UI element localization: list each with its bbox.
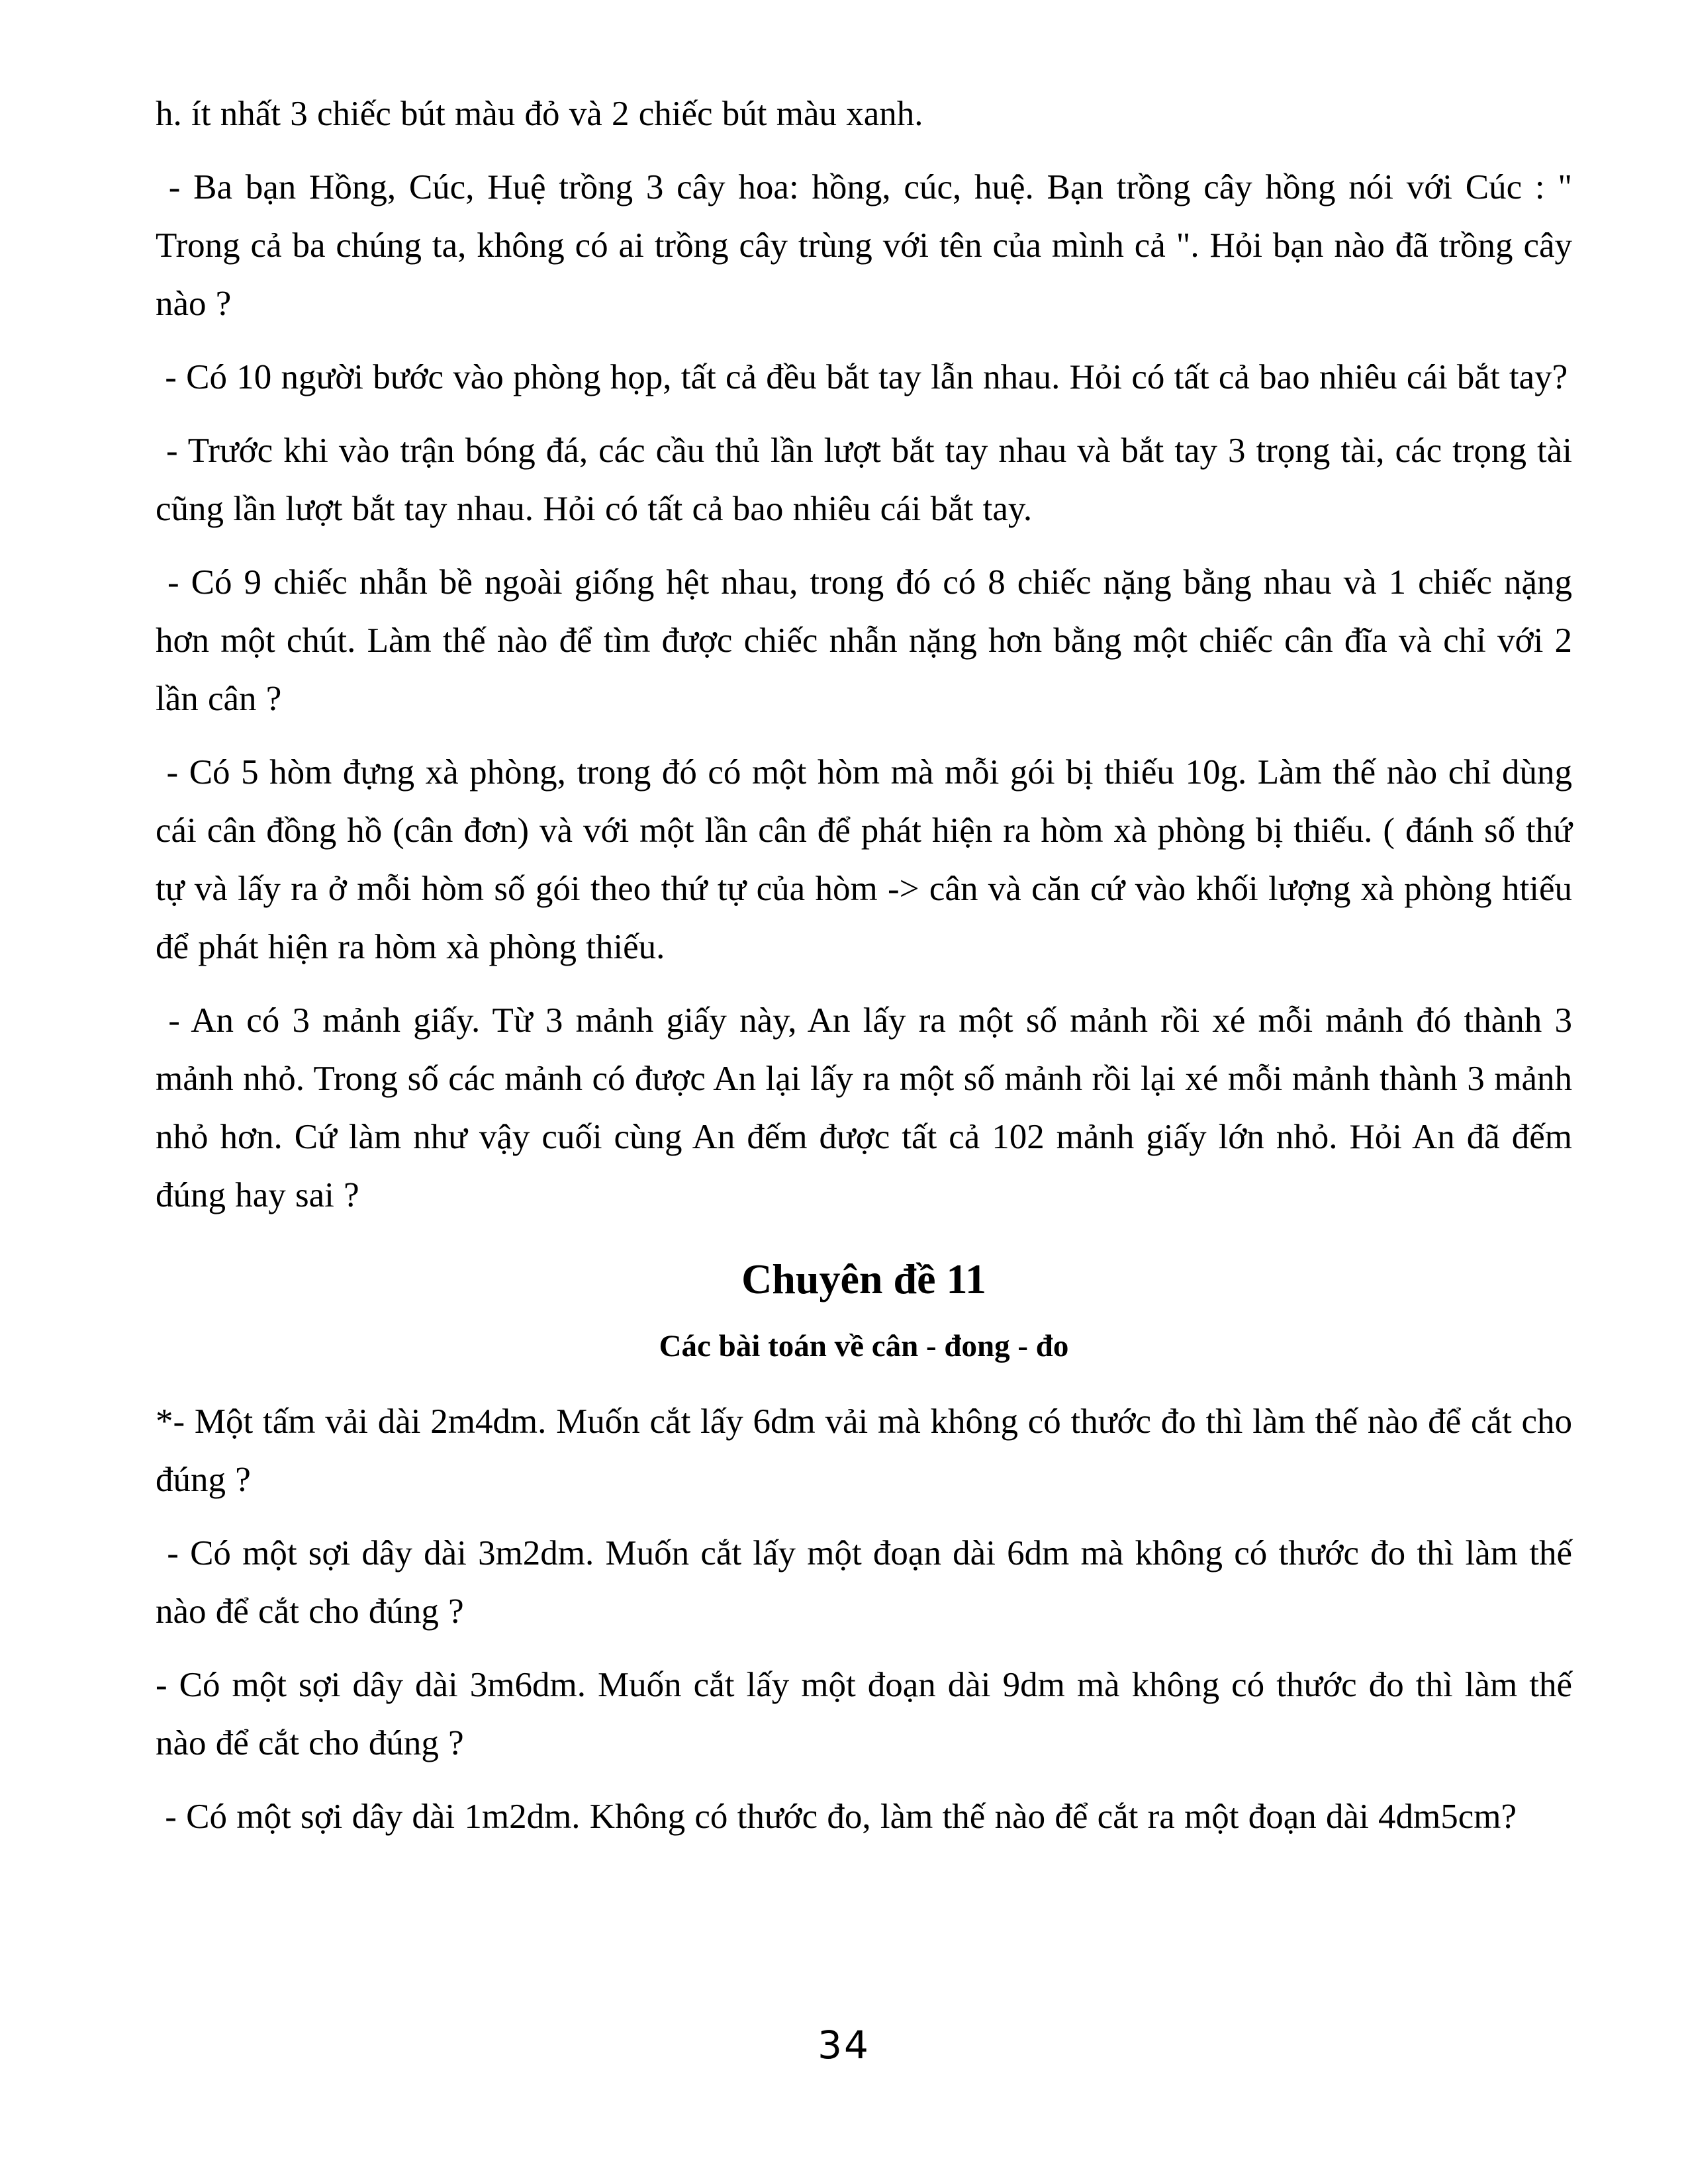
section-subheading: Các bài toán về cân - đong - đo [659,1329,1069,1363]
paragraph-handshakes-meeting: - Có 10 người bước vào phòng họp, tất cả đều bắt tay lẫn nhau. Hỏi có tất cả bao nhiêu cái bắt tay? [156,358,1568,396]
paragraph-cloth-cutting: *- Một tấm vải dài 2m4dm. Muốn cắt lấy 6dm vải mà không có thước đo thì làm thế nào để cắt cho đúng ? [156,1402,1572,1499]
paragraph-flower-riddle: - Ba bạn Hồng, Cúc, Huệ trồng 3 cây hoa: hồng, cúc, huệ. Bạn trồng cây hồng nói với Cúc : " Trong cả ba chúng ta, không có ai trồng cây trùng với tên của mình cả ". Hỏi bạn nào đã trồng cây nào ? [156,168,1572,323]
paragraph-rope-3m6dm: - Có một sợi dây dài 3m6dm. Muốn cắt lấy một đoạn dài 9dm mà không có thước đo thì làm thế nào để cắt cho đúng ? [156,1666,1572,1762]
paragraph-soap-boxes: - Có 5 hòm đựng xà phòng, trong đó có một hòm mà mỗi gói bị thiếu 10g. Làm thế nào chỉ dùng cái cân đồng hồ (cân đơn) và với một lần cân để phát hiện ra hòm xà phòng bị thiếu. ( đánh số thứ tự và lấy ra ở mỗi hòm số gói theo thứ tự của hòm -> cân và căn cứ vào khối lượng xà phòng htiếu để phát hiện ra hòm xà phòng thiếu. [156,753,1572,966]
paragraph-rings-weighing: - Có 9 chiếc nhẫn bề ngoài giống hệt nhau, trong đó có 8 chiếc nặng bằng nhau và 1 chiếc nặng hơn một chút. Làm thế nào để tìm được chiếc nhẫn nặng hơn bằng một chiếc cân đĩa và chỉ với 2 lần cân ? [156,563,1572,718]
paragraph-paper-tearing: - An có 3 mảnh giấy. Từ 3 mảnh giấy này, An lấy ra một số mảnh rồi xé mỗi mảnh đó thành 3 mảnh nhỏ. Trong số các mảnh có được An lại lấy ra một số mảnh rồi lại xé mỗi mảnh thành 3 mảnh nhỏ hơn. Cứ làm như vậy cuối cùng An đếm được tất cả 102 mảnh giấy lớn nhỏ. Hỏi An đã đếm đúng hay sai ? [156,1001,1572,1214]
paragraph-rope-1m2dm: - Có một sợi dây dài 1m2dm. Không có thước đo, làm thế nào để cắt ra một đoạn dài 4dm5cm? [156,1797,1517,1836]
paragraph-rope-3m2dm: - Có một sợi dây dài 3m2dm. Muốn cắt lấy một đoạn dài 6dm mà không có thước đo thì làm thế nào để cắt cho đúng ? [156,1534,1572,1631]
paragraph-handshakes-football: - Trước khi vào trận bóng đá, các cầu thủ lần lượt bắt tay nhau và bắt tay 3 trọng tài, các trọng tài cũng lần lượt bắt tay nhau. Hỏi có tất cả bao nhiêu cái bắt tay. [156,432,1572,528]
section-heading: Chuyên đề 11 [741,1255,986,1302]
document-body [156,85,1572,1861]
paragraph-pen-colors: h. ít nhất 3 chiếc bút màu đỏ và 2 chiếc bút màu xanh. [156,95,923,133]
page-number: 34 [818,2023,870,2068]
